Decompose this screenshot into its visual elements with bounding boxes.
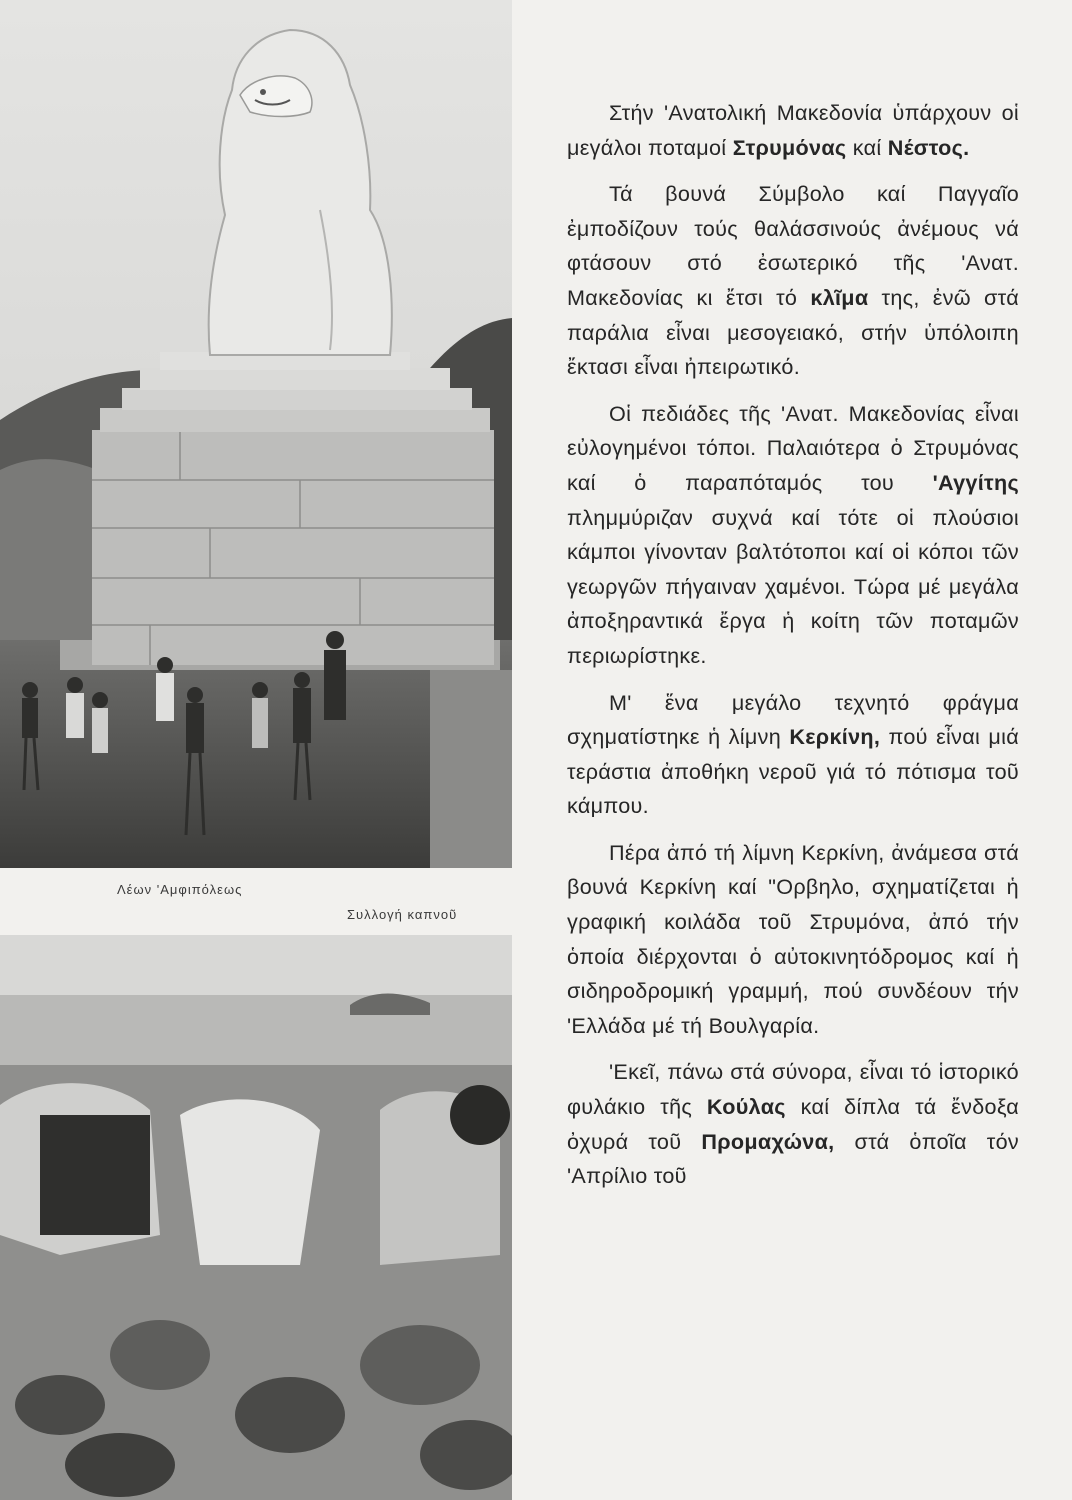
text-run: πού εἶναι μιά τεράστια ἀποθήκη νεροῦ γιά τό πότισμα τοῦ κάμπου.	[567, 724, 1019, 819]
bold-term: 'Αγγίτης	[932, 469, 1019, 495]
text-run: Οἱ πεδιάδες τῆς 'Ανατ. Μακεδονίας εἶναι εὐλογημένοι τόποι. Παλαιότερα ὁ Στρυμόνας καί ὁ παραπόταμός του	[567, 400, 1019, 495]
text-run: Τά βουνά Σύμβολο καί Παγγαῖο ἐμποδίζουν τούς θαλάσσινούς ἀνέμους νά φτάσουν στό ἐσωτερικό τῆς 'Ανατ. Μακεδονίας κι ἔτσι τό	[567, 181, 1019, 310]
bold-term: Κερκίνη,	[789, 724, 881, 750]
body-text-column	[567, 96, 1019, 1206]
text-run: καί	[846, 134, 888, 160]
text-run: 'Εκεῖ, πάνω στά σύνορα, εἶναι τό ἱστορικό φυλάκιο τῆς	[567, 1059, 1019, 1120]
text-run: Μ' ἕνα μεγάλο τεχνητό φράγμα σχηματίστηκε ἡ λίμνη	[567, 689, 1019, 750]
lion-photo-caption: Λέων 'Αμφιπόλεως	[117, 882, 243, 897]
text-run: στά ὁποῖα τόν 'Απρίλιο τοῦ	[567, 1128, 1019, 1189]
bold-term: κλῖμα	[810, 284, 869, 310]
lion-of-amphipolis-photo	[0, 0, 512, 868]
body-paragraph	[567, 686, 1019, 824]
text-run: καί δίπλα τά ἔνδοξα ὀχυρά τοῦ	[567, 1094, 1020, 1154]
bold-term: Προμαχώνα,	[701, 1128, 835, 1154]
body-paragraph	[567, 836, 1019, 1044]
body-paragraph	[567, 397, 1019, 674]
text-run: Στήν 'Ανατολική Μακεδονία ὑπάρχουν οἱ μεγάλοι ποταμοί	[567, 100, 1019, 160]
field-workers-illustration	[0, 935, 512, 1500]
text-run: Πέρα ἀπό τή λίμνη Κερκίνη, ἀνάμεσα στά βουνά Κερκίνη καί "Ορβηλο, σχηματίζεται ἡ γραφική κοιλάδα τοῦ Στρυμόνα, ἀπό τήν ὁποία διέρχονται ὁ αὐτοκινητόδρομος καί ἡ σιδηροδρομική γραμμή, πού συνδέουν τήν 'Ελλάδα μέ τή Βουλγαρία.	[567, 839, 1019, 1038]
body-paragraph	[567, 1055, 1019, 1193]
tobacco-harvest-photo	[0, 935, 512, 1500]
bold-term: Στρυμόνας	[732, 134, 847, 160]
photo-credit: Συλλογή καπνοῦ	[347, 907, 458, 922]
body-paragraph	[567, 96, 1019, 165]
bold-term: Νέστος.	[887, 134, 970, 160]
lion-monument-illustration	[0, 0, 512, 868]
bold-term: Κούλας	[706, 1094, 786, 1120]
text-run: της, ἐνῶ στά παράλια εἶναι μεσογειακό, στήν ὑπόλοιπη ἔκτασι εἶναι ἠπειρωτικό.	[567, 284, 1019, 380]
text-run: πλημμύριζαν συχνά καί τότε οἱ πλούσιοι κάμποι γίνονταν βαλτότοποι καί οἱ κόποι τῶν γεωργῶν πήγαιναν χαμένοι. Τώρα μέ μεγάλα ἀποξηραντικά ἔργα ἡ κοίτη τῶν ποταμῶν περιωρίστηκε.	[567, 504, 1019, 668]
body-paragraph	[567, 177, 1019, 385]
